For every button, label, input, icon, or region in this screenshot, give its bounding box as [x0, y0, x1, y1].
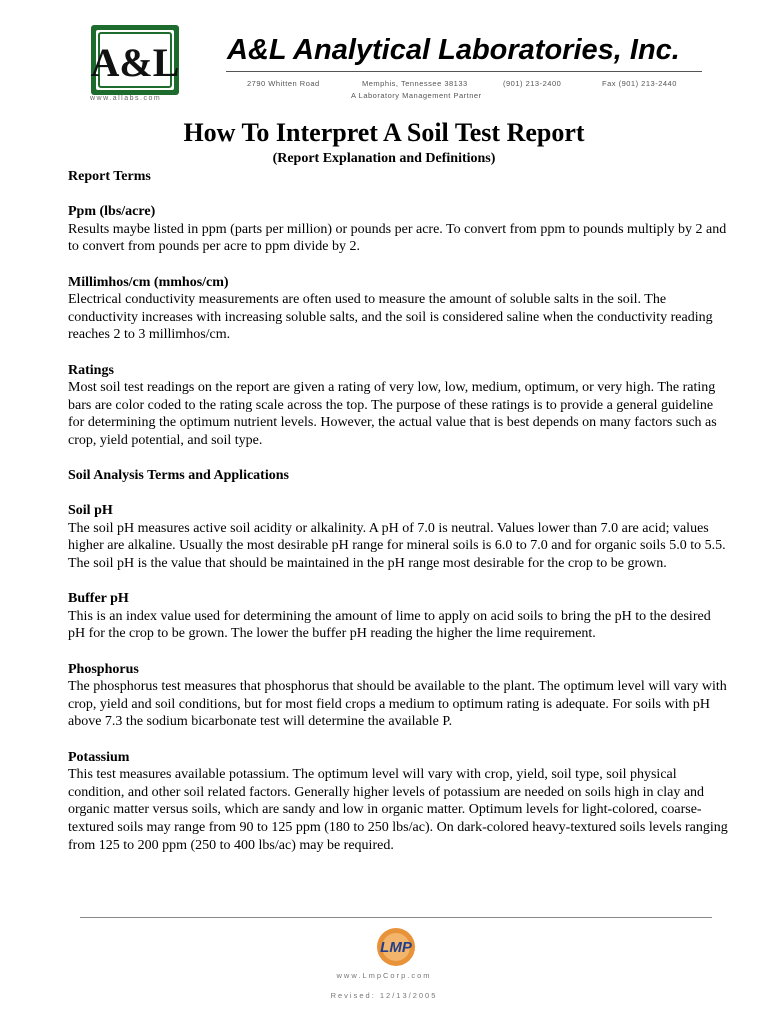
footer-url[interactable]: www.LmpCorp.com	[336, 971, 432, 980]
section-heading: Potassium	[68, 749, 130, 765]
page-title: How To Interpret A Soil Test Report	[183, 118, 585, 147]
document-body	[68, 168, 728, 854]
section-heading: Buffer pH	[68, 591, 129, 607]
section-heading: Millimhos/cm (mmhos/cm)	[68, 274, 229, 290]
al-logo	[90, 24, 180, 96]
logo-lettering: A&L	[90, 40, 180, 85]
city-address: Memphis, Tennessee 38133	[362, 79, 468, 88]
section-text: The soil pH measures active soil acidity or alkalinity. A pH of 7.0 is neutral. Values lower than 7.0 are acid; values higher are alkaline. Usually the most desirable pH range for mineral soils is 6.0 to 7.0 and for organic soils 5.0 to 5.5. The soil pH is the value that should be maintained in the pH range most desirable for the crop to be grown.	[68, 520, 726, 572]
street-address: 2790 Whitten Road	[247, 79, 320, 88]
page-subtitle: (Report Explanation and Definitions)	[272, 151, 496, 166]
section-heading: Phosphorus	[68, 661, 139, 677]
phone-number: (901) 213-2400	[503, 79, 562, 88]
footer-divider	[80, 917, 712, 918]
section-text: The phosphorus test measures that phosphorus that should be available to the plant. The optimum level will vary with crop, yield and soil conditions, but for most field crops a medium to optimum rating is adequate. For soils with pH above 7.3 the sodium bicarbonate test will determine the available P.	[68, 679, 727, 730]
lmp-logo	[364, 925, 428, 969]
section-heading: Report Terms	[68, 169, 151, 184]
tagline: A Laboratory Management Partner	[351, 91, 482, 100]
section-heading: Soil pH	[68, 503, 113, 519]
section-heading: Soil Analysis Terms and Applications	[68, 468, 289, 484]
section-text: This test measures available potassium. The optimum level will vary with crop, yield, soil type, soil physical condition, and other soil related factors. Generally higher levels of potassium are needed on soils high in clay and organic matter versus soils, which are sandy and low in organic matter. Optimum levels for light-colored, coarse-textured soils may range from 90 to 125 ppm (180 to 250 lbs/ac). On dark-colored heavy-textured soils levels ranging from 125 to 200 ppm (250 to 400 lbs/ac) may be required.	[68, 767, 728, 853]
section-heading: Ppm (lbs/acre)	[68, 204, 156, 220]
fax-number: Fax (901) 213-2440	[602, 79, 677, 88]
section-text: Most soil test readings on the report are given a rating of very low, low, medium, optimum, or very high. The rating bars are color coded to the rating scale across the top. The purpose of these ratings is to provide a general guideline for determining the optimum nutrient levels. However, the actual value that is best depends on many factors such as crop, yield potential, and soil type.	[68, 380, 717, 448]
company-name: A&L Analytical Laboratories, Inc.	[227, 34, 680, 66]
section-heading: Ratings	[68, 362, 114, 378]
logo-url[interactable]: www.allabs.com	[90, 95, 162, 102]
header-divider	[226, 71, 702, 72]
revised-date: Revised: 12/13/2005	[330, 991, 438, 1000]
lmp-lettering: LMP	[380, 939, 412, 956]
section-text: Electrical conductivity measurements are often used to measure the amount of soluble salts in the soil. The conductivity increases with increasing soluble salts, and the soil is considered saline when the conductivity reading reaches 2 to 3 millimhos/cm.	[68, 292, 713, 343]
section-text: Results maybe listed in ppm (parts per million) or pounds per acre. To convert from ppm to pounds multiply by 2 and to convert from pounds per acre to ppm divide by 2.	[68, 221, 727, 255]
section-text: This is an index value used for determining the amount of lime to apply on acid soils to bring the pH to the desired pH for the crop to be grown. The lower the buffer pH reading the higher the lime requirement.	[68, 608, 711, 642]
